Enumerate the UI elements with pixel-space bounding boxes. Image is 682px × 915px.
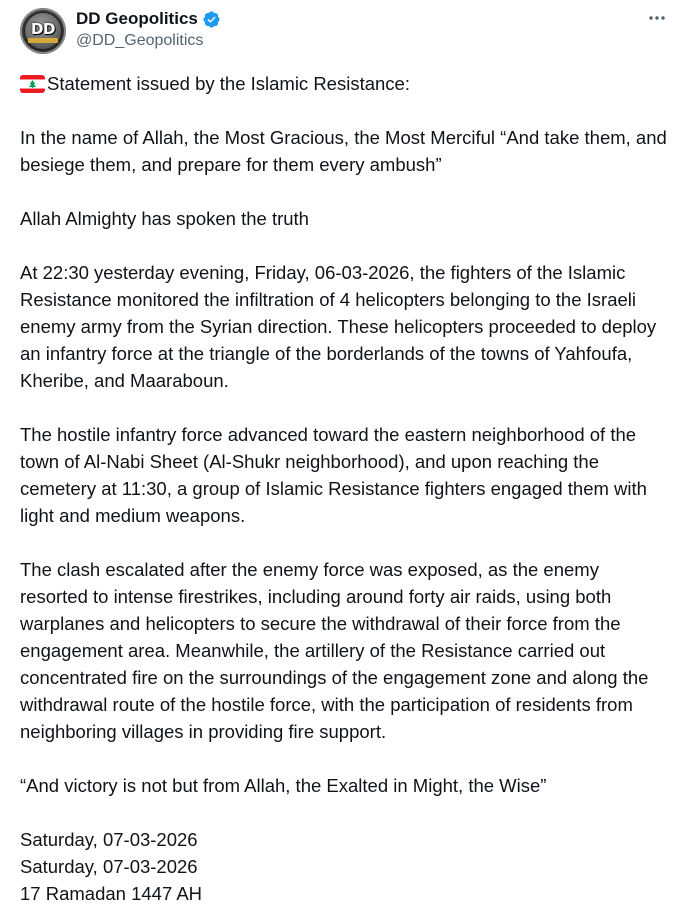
tweet-paragraph: Allah Almighty has spoken the truth <box>20 208 309 229</box>
lebanon-flag-icon <box>20 75 45 93</box>
date-line: Saturday, 07-03-2026 <box>20 856 198 877</box>
tweet-paragraph: At 22:30 yesterday evening, Friday, 06-03-2026, the fighters of the Islamic Resistance monitored the infiltration of 4 helicopters belonging to the Israeli enemy army from the Syrian direction. These helicopters proceeded to deploy an infantry force at the triangle of the borderlands of the towns of Yahfoufa, Kheribe, and Maaraboun. <box>20 262 657 391</box>
tweet-paragraph: In the name of Allah, the Most Gracious, the Most Merciful “And take them, and besiege them, and prepare for them every ambush” <box>20 127 667 175</box>
avatar-logo-text: DD <box>31 20 55 38</box>
tweet-paragraph: “And victory is not but from Allah, the Exalted in Might, the Wise” <box>20 775 547 796</box>
avatar[interactable] <box>20 8 66 54</box>
tweet-text <box>20 70 670 907</box>
date-line: 17 Ramadan 1447 AH <box>20 883 203 904</box>
tweet-header <box>20 8 670 56</box>
user-handle[interactable]: @DD_Geopolitics <box>76 32 204 49</box>
verified-badge-icon[interactable] <box>202 10 221 29</box>
tweet-paragraph <box>20 70 670 97</box>
name-row <box>76 8 221 30</box>
avatar-ribbon <box>28 38 58 43</box>
tweet-paragraph: The hostile infantry force advanced toward the eastern neighborhood of the town of Al-Nabi Sheet (Al-Shukr neighborhood), and upon reaching the cemetery at 11:30, a group of Islamic Resistance fighters engaged them with light and medium weapons. <box>20 424 647 526</box>
more-options-icon[interactable] <box>646 8 668 28</box>
tweet-paragraph-text: Statement issued by the Islamic Resistance: <box>47 73 410 94</box>
display-name[interactable]: DD Geopolitics <box>76 9 198 28</box>
date-line: Saturday, 07-03-2026 <box>20 829 198 850</box>
tweet-paragraph: The clash escalated after the enemy force was exposed, as the enemy resorted to intense firestrikes, including around forty air raids, using both warplanes and helicopters to secure the withdrawal of their force from the engagement area. Meanwhile, the artillery of the Resistance carried out concentrated fire on the surroundings of the engagement zone and along the withdrawal route of the hostile force, with the participation of residents from neighboring villages in providing fire support. <box>20 559 649 742</box>
